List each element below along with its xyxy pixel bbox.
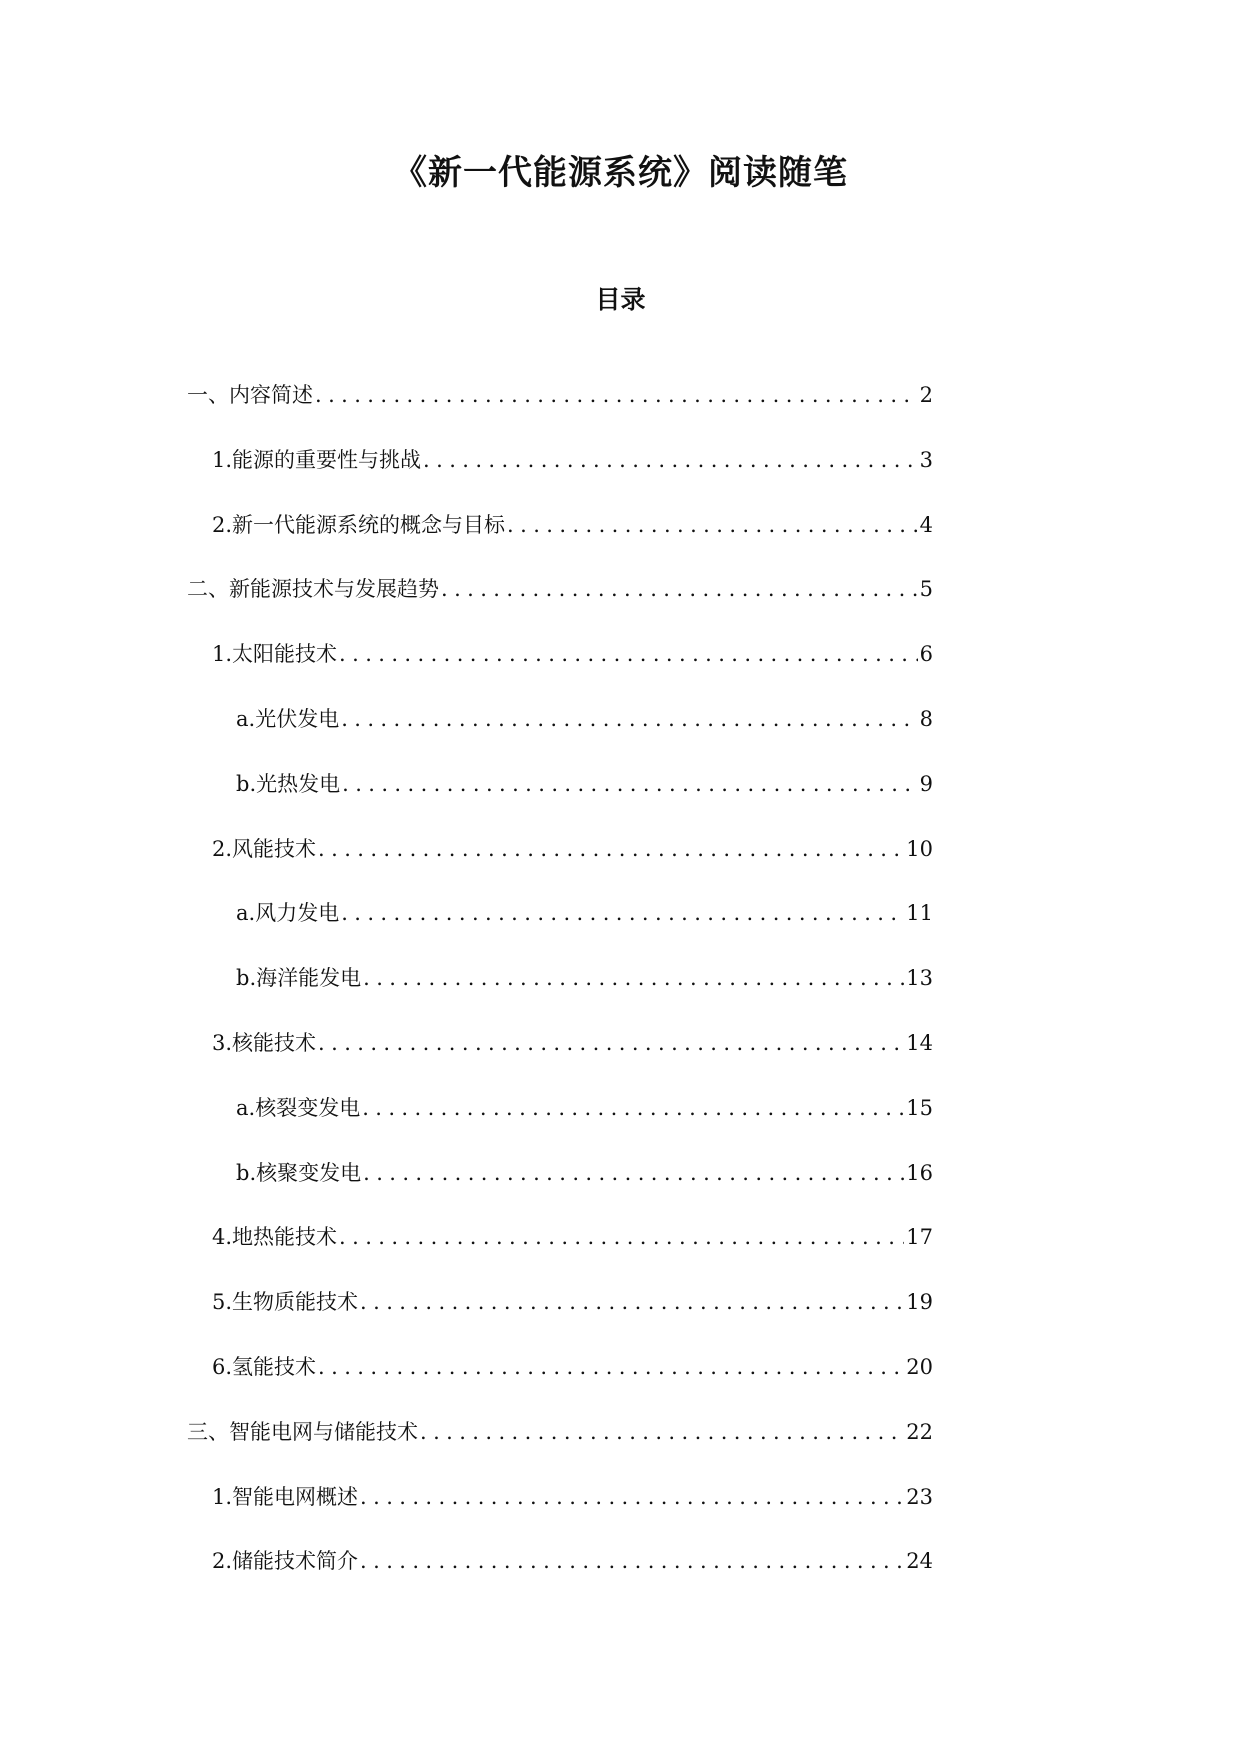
toc-dot-leader bbox=[341, 704, 917, 734]
toc-page-number: 17 bbox=[906, 1225, 933, 1250]
toc-page-number: 23 bbox=[906, 1484, 933, 1509]
toc-entry-marker: 2. bbox=[212, 1549, 233, 1574]
toc-entry-title: 氢能技术 bbox=[232, 1354, 317, 1379]
toc-entry[interactable] bbox=[0, 1093, 933, 1158]
toc-page-number: 5 bbox=[919, 577, 933, 602]
toc-entry[interactable] bbox=[0, 898, 933, 963]
toc-entry-title: 光热发电 bbox=[256, 771, 341, 796]
toc-entry-marker: a. bbox=[236, 706, 256, 731]
toc-entry[interactable] bbox=[0, 769, 933, 834]
toc-page-number: 24 bbox=[906, 1549, 933, 1574]
toc-page-number: 13 bbox=[906, 966, 933, 991]
toc-entry-marker: 1. bbox=[212, 642, 233, 667]
toc-dot-leader bbox=[363, 1158, 904, 1188]
toc-dot-leader bbox=[339, 1222, 904, 1252]
toc-dot-leader bbox=[339, 639, 918, 669]
toc-entry-title: 核能技术 bbox=[232, 1030, 317, 1055]
toc-entry[interactable] bbox=[0, 510, 933, 575]
toc-dot-leader bbox=[342, 769, 918, 799]
toc-dot-leader bbox=[360, 1287, 904, 1317]
toc-entry[interactable] bbox=[0, 1287, 933, 1352]
toc-entry[interactable] bbox=[0, 1222, 933, 1287]
toc-heading: 目录 bbox=[595, 285, 646, 314]
toc-dot-leader bbox=[315, 380, 918, 410]
toc-page-number: 22 bbox=[906, 1419, 933, 1444]
toc-entry-marker: 5. bbox=[212, 1290, 233, 1315]
toc-dot-leader bbox=[507, 510, 918, 540]
toc-entry-marker: b. bbox=[236, 966, 257, 991]
toc-page-number: 3 bbox=[919, 447, 933, 472]
toc-entry-title: 风力发电 bbox=[255, 901, 340, 926]
table-of-contents bbox=[0, 380, 1241, 1611]
toc-page-number: 9 bbox=[919, 771, 933, 796]
toc-entry-marker: a. bbox=[236, 1095, 256, 1120]
toc-entry-title: 能源的重要性与挑战 bbox=[232, 447, 422, 472]
toc-entry[interactable] bbox=[0, 963, 933, 1028]
toc-page-number: 8 bbox=[919, 706, 933, 731]
toc-entry-marker: b. bbox=[236, 1160, 257, 1185]
toc-entry[interactable] bbox=[0, 834, 933, 899]
toc-entry-title: 智能电网概述 bbox=[232, 1484, 359, 1509]
toc-entry-title: 内容简述 bbox=[229, 383, 313, 407]
toc-dot-leader bbox=[363, 963, 904, 993]
toc-dot-leader bbox=[360, 1482, 904, 1512]
toc-entry[interactable] bbox=[0, 1482, 933, 1547]
toc-entry-marker: 2. bbox=[212, 836, 233, 861]
toc-entry[interactable] bbox=[0, 1546, 933, 1611]
toc-page-number: 2 bbox=[919, 383, 933, 407]
toc-dot-leader bbox=[318, 1028, 904, 1058]
toc-entry-title: 风能技术 bbox=[232, 836, 317, 861]
toc-entry[interactable] bbox=[0, 1028, 933, 1093]
toc-page-number: 19 bbox=[906, 1290, 933, 1315]
toc-entry-marker: 一、 bbox=[187, 383, 229, 407]
toc-dot-leader bbox=[362, 1093, 904, 1123]
toc-dot-leader bbox=[360, 1546, 904, 1576]
toc-entry-marker: 1. bbox=[212, 1484, 233, 1509]
toc-dot-leader bbox=[441, 574, 918, 604]
toc-entry-title: 新一代能源系统的概念与目标 bbox=[232, 512, 506, 537]
toc-page-number: 14 bbox=[906, 1030, 933, 1055]
toc-entry[interactable] bbox=[0, 639, 933, 704]
toc-entry[interactable] bbox=[0, 574, 933, 639]
toc-entry[interactable] bbox=[0, 380, 933, 445]
document-title: 《新一代能源系统》阅读随笔 bbox=[393, 153, 848, 193]
toc-entry-marker: 2. bbox=[212, 512, 233, 537]
toc-page-number: 6 bbox=[919, 642, 933, 667]
toc-page-number: 4 bbox=[919, 512, 933, 537]
toc-entry-title: 海洋能发电 bbox=[256, 966, 362, 991]
toc-entry[interactable] bbox=[0, 1352, 933, 1417]
toc-dot-leader bbox=[318, 834, 904, 864]
toc-entry-marker: 6. bbox=[212, 1354, 233, 1379]
toc-entry-title: 地热能技术 bbox=[232, 1225, 338, 1250]
toc-page-number: 15 bbox=[906, 1095, 933, 1120]
toc-entry-marker: 二、 bbox=[187, 577, 229, 602]
toc-page-number: 10 bbox=[906, 836, 933, 861]
toc-entry-marker: 三、 bbox=[187, 1419, 229, 1444]
toc-page-number: 11 bbox=[906, 901, 933, 926]
toc-entry-title: 新能源技术与发展趋势 bbox=[229, 577, 439, 602]
toc-entry-title: 核聚变发电 bbox=[256, 1160, 362, 1185]
toc-entry-marker: 4. bbox=[212, 1225, 233, 1250]
toc-entry[interactable] bbox=[0, 704, 933, 769]
toc-dot-leader bbox=[341, 898, 904, 928]
toc-page-number: 16 bbox=[906, 1160, 933, 1185]
toc-entry-title: 智能电网与储能技术 bbox=[229, 1419, 418, 1444]
toc-entry[interactable] bbox=[0, 1158, 933, 1223]
toc-entry-marker: a. bbox=[236, 901, 256, 926]
toc-entry[interactable] bbox=[0, 445, 933, 510]
toc-entry-marker: b. bbox=[236, 771, 257, 796]
toc-dot-leader bbox=[423, 445, 918, 475]
toc-dot-leader bbox=[318, 1352, 904, 1382]
toc-entry-title: 生物质能技术 bbox=[232, 1290, 359, 1315]
toc-entry-title: 光伏发电 bbox=[255, 706, 340, 731]
toc-dot-leader bbox=[420, 1417, 904, 1447]
toc-entry-marker: 1. bbox=[212, 447, 233, 472]
toc-entry-title: 核裂变发电 bbox=[255, 1095, 361, 1120]
toc-entry-title: 太阳能技术 bbox=[232, 642, 338, 667]
toc-entry-marker: 3. bbox=[212, 1030, 233, 1055]
toc-page-number: 20 bbox=[906, 1354, 933, 1379]
toc-entry[interactable] bbox=[0, 1417, 933, 1482]
toc-entry-title: 储能技术简介 bbox=[232, 1549, 359, 1574]
